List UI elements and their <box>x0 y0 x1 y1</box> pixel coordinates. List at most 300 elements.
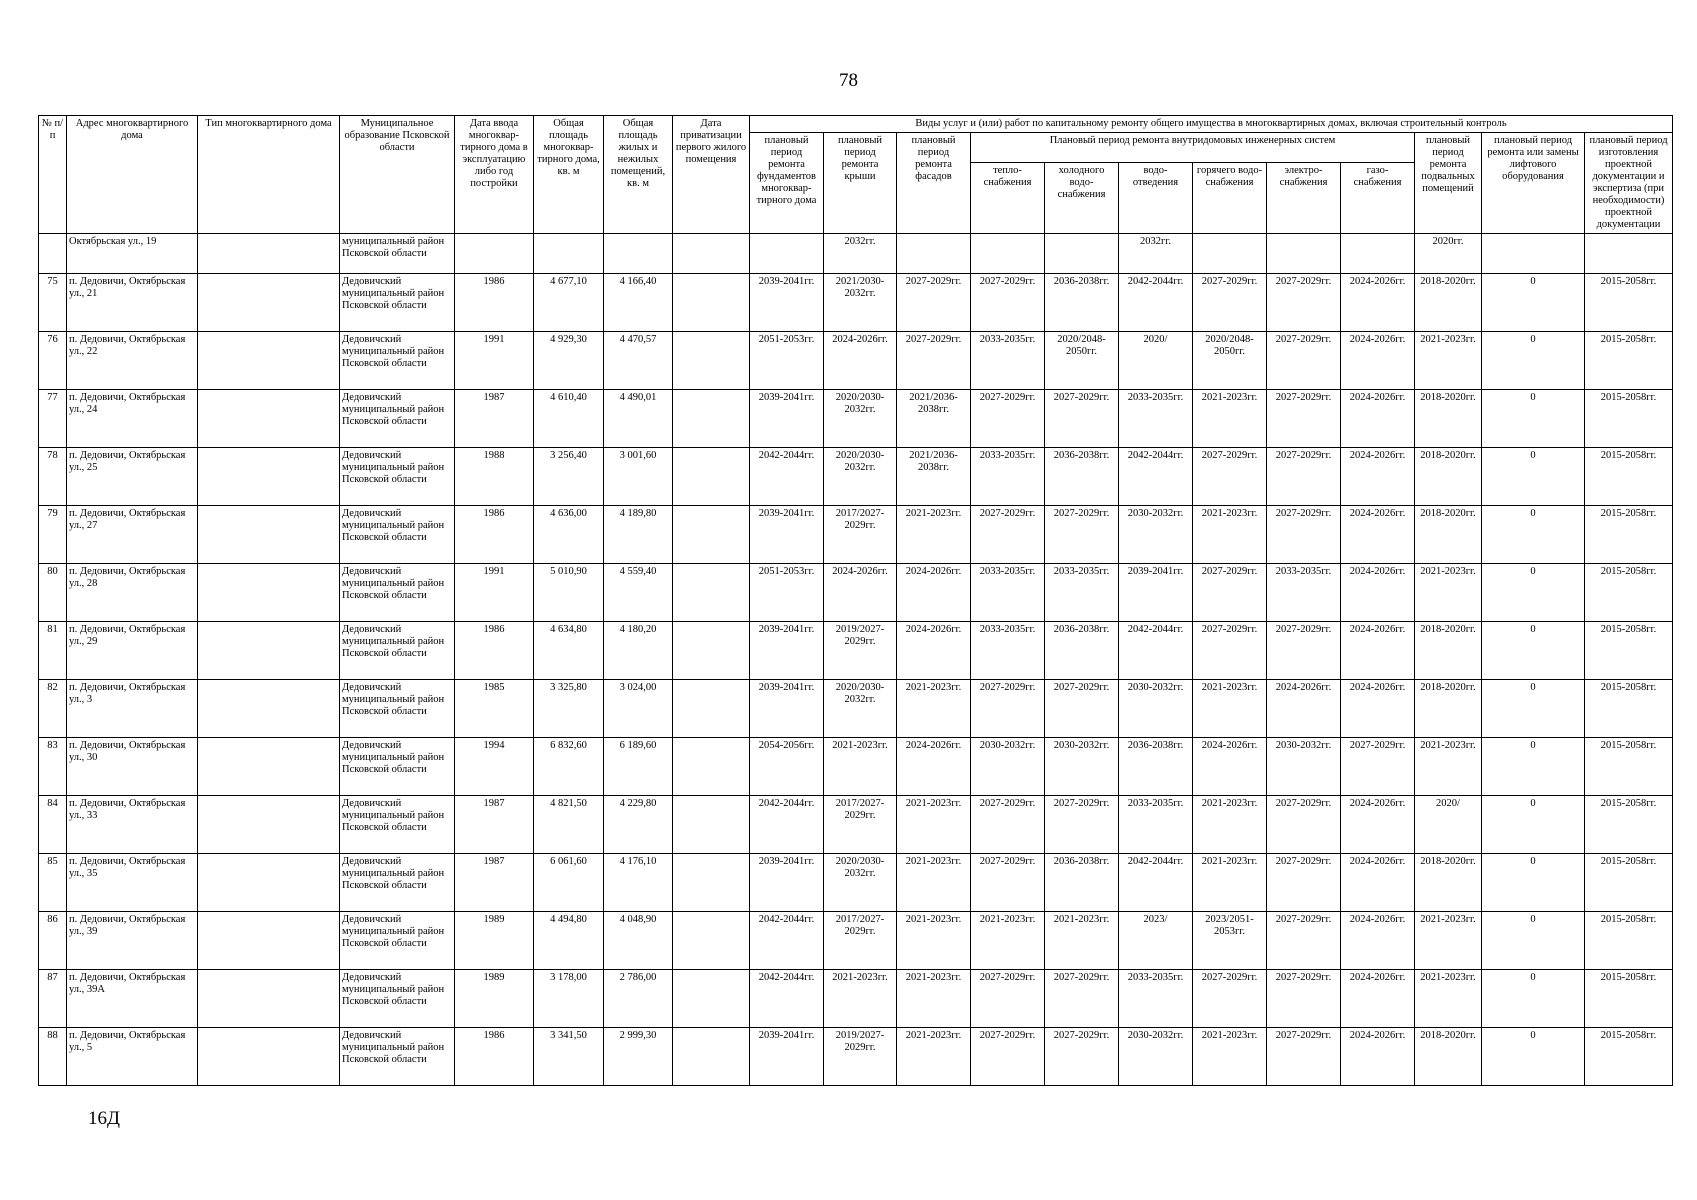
cell-elevator: 0 <box>1482 680 1585 738</box>
cell-municipality: Дедовичский муниципальный район Псковской области <box>340 1028 455 1086</box>
cell-foundations: 2051-2053гг. <box>750 332 824 390</box>
cell-cold-water: 2036-2038гг. <box>1045 274 1119 332</box>
cell-total-area: 3 256,40 <box>534 448 604 506</box>
header-roof: плановый период ремонта крыши <box>824 133 897 234</box>
cell-num: 82 <box>39 680 67 738</box>
cell-municipality: муниципальный район Псковской области <box>340 234 455 274</box>
cell-municipality: Дедовичский муниципальный район Псковской области <box>340 390 455 448</box>
cell-design-docs: 2015-2058гг. <box>1585 738 1673 796</box>
cell-cold-water: 2027-2029гг. <box>1045 390 1119 448</box>
cell-address: п. Дедовичи, Октябрьская ул., 35 <box>67 854 198 912</box>
header-living-area: Общая площадь жилых и нежилых помещений, кв. м <box>604 116 673 234</box>
cell-basement: 2018-2020гг. <box>1415 1028 1482 1086</box>
cell-year: 1986 <box>455 1028 534 1086</box>
cell-address: п. Дедовичи, Октябрьская ул., 25 <box>67 448 198 506</box>
cell-privatization <box>673 506 750 564</box>
cell-design-docs: 2015-2058гг. <box>1585 390 1673 448</box>
cell-privatization <box>673 274 750 332</box>
cell-type <box>198 738 340 796</box>
header-drainage: водо-отведения <box>1119 162 1193 233</box>
cell-basement: 2021-2023гг. <box>1415 738 1482 796</box>
cell-num: 87 <box>39 970 67 1028</box>
cell-cold-water: 2036-2038гг. <box>1045 448 1119 506</box>
cell-roof: 2019/2027-2029гг. <box>824 1028 897 1086</box>
cell-design-docs: 2015-2058гг. <box>1585 912 1673 970</box>
cell-gas: 2024-2026гг. <box>1341 506 1415 564</box>
cell-total-area: 3 341,50 <box>534 1028 604 1086</box>
cell-electricity: 2027-2029гг. <box>1267 854 1341 912</box>
cell-facades: 2021-2023гг. <box>897 796 971 854</box>
cell-living-area: 4 180,20 <box>604 622 673 680</box>
cell-heat: 2027-2029гг. <box>971 506 1045 564</box>
cell-basement: 2018-2020гг. <box>1415 854 1482 912</box>
cell-drainage: 2042-2044гг. <box>1119 448 1193 506</box>
cell-municipality: Дедовичский муниципальный район Псковской области <box>340 796 455 854</box>
cell-privatization <box>673 796 750 854</box>
cell-drainage: 2036-2038гг. <box>1119 738 1193 796</box>
cell-roof: 2021-2023гг. <box>824 738 897 796</box>
cell-year: 1987 <box>455 796 534 854</box>
cell-gas: 2024-2026гг. <box>1341 448 1415 506</box>
cell-foundations: 2054-2056гг. <box>750 738 824 796</box>
header-elevator: плановый период ремонта или замены лифтового оборудования <box>1482 133 1585 234</box>
cell-num: 80 <box>39 564 67 622</box>
cell-design-docs: 2015-2058гг. <box>1585 506 1673 564</box>
cell-year: 1986 <box>455 274 534 332</box>
cell-municipality: Дедовичский муниципальный район Псковской области <box>340 912 455 970</box>
cell-drainage: 2033-2035гг. <box>1119 796 1193 854</box>
cell-gas: 2024-2026гг. <box>1341 680 1415 738</box>
cell-basement: 2018-2020гг. <box>1415 274 1482 332</box>
cell-design-docs: 2015-2058гг. <box>1585 680 1673 738</box>
cell-municipality: Дедовичский муниципальный район Псковской области <box>340 854 455 912</box>
cell-elevator: 0 <box>1482 738 1585 796</box>
cell-total-area: 4 929,30 <box>534 332 604 390</box>
cell-gas: 2024-2026гг. <box>1341 274 1415 332</box>
cell-type <box>198 390 340 448</box>
cell-hot-water: 2027-2029гг. <box>1193 970 1267 1028</box>
cell-total-area: 3 178,00 <box>534 970 604 1028</box>
cell-elevator: 0 <box>1482 448 1585 506</box>
cell-foundations: 2042-2044гг. <box>750 448 824 506</box>
cell-foundations: 2039-2041гг. <box>750 506 824 564</box>
cell-elevator: 0 <box>1482 912 1585 970</box>
cell-address: п. Дедовичи, Октябрьская ул., 33 <box>67 796 198 854</box>
cell-foundations: 2039-2041гг. <box>750 274 824 332</box>
cell-cold-water: 2021-2023гг. <box>1045 912 1119 970</box>
cell-foundations: 2039-2041гг. <box>750 854 824 912</box>
cell-municipality: Дедовичский муниципальный район Псковской области <box>340 448 455 506</box>
footer-code: 16Д <box>88 1108 120 1129</box>
cell-num: 85 <box>39 854 67 912</box>
cell-roof: 2020/2030-2032гг. <box>824 680 897 738</box>
cell-roof: 2020/2030-2032гг. <box>824 390 897 448</box>
cell-foundations: 2039-2041гг. <box>750 1028 824 1086</box>
cell-total-area: 3 325,80 <box>534 680 604 738</box>
table-row <box>39 1028 1673 1086</box>
cell-living-area: 4 166,40 <box>604 274 673 332</box>
cell-facades: 2024-2026гг. <box>897 564 971 622</box>
cell-address: п. Дедовичи, Октябрьская ул., 39 <box>67 912 198 970</box>
cell-living-area: 4 229,80 <box>604 796 673 854</box>
cell-foundations: 2051-2053гг. <box>750 564 824 622</box>
cell-living-area: 4 176,10 <box>604 854 673 912</box>
cell-facades: 2021-2023гг. <box>897 970 971 1028</box>
cell-type <box>198 506 340 564</box>
cell-num: 81 <box>39 622 67 680</box>
cell-address: п. Дедовичи, Октябрьская ул., 30 <box>67 738 198 796</box>
cell-drainage: 2030-2032гг. <box>1119 1028 1193 1086</box>
cell-drainage: 2039-2041гг. <box>1119 564 1193 622</box>
cell-roof: 2024-2026гг. <box>824 564 897 622</box>
cell-total-area: 4 821,50 <box>534 796 604 854</box>
cell-year: 1991 <box>455 564 534 622</box>
cell-type <box>198 274 340 332</box>
cell-hot-water: 2021-2023гг. <box>1193 854 1267 912</box>
cell-gas: 2024-2026гг. <box>1341 564 1415 622</box>
table-row <box>39 970 1673 1028</box>
cell-living-area: 4 559,40 <box>604 564 673 622</box>
cell-num: 79 <box>39 506 67 564</box>
header-total-area: Общая площадь многоквар-тирного дома, кв. м <box>534 116 604 234</box>
cell-basement: 2018-2020гг. <box>1415 622 1482 680</box>
header-privatization-date: Дата приватизации первого жилого помещения <box>673 116 750 234</box>
cell-num: 77 <box>39 390 67 448</box>
cell-hot-water: 2027-2029гг. <box>1193 448 1267 506</box>
header-foundations: плановый период ремонта фундаментов многоквар-тирного дома <box>750 133 824 234</box>
header-works-group: Виды услуг и (или) работ по капитальному ремонту общего имущества в многоквартирных домах, включая строительный контроль <box>750 116 1673 133</box>
page-number: 78 <box>839 70 858 91</box>
cell-hot-water: 2027-2029гг. <box>1193 274 1267 332</box>
cell-year: 1987 <box>455 854 534 912</box>
cell-facades: 2024-2026гг. <box>897 738 971 796</box>
cell-basement: 2018-2020гг. <box>1415 390 1482 448</box>
cell-type <box>198 332 340 390</box>
cell-heat: 2027-2029гг. <box>971 680 1045 738</box>
cell-total-area: 4 636,00 <box>534 506 604 564</box>
cell-hot-water: 2021-2023гг. <box>1193 680 1267 738</box>
cell-year: 1991 <box>455 332 534 390</box>
cell-gas: 2024-2026гг. <box>1341 796 1415 854</box>
cell-gas: 2024-2026гг. <box>1341 1028 1415 1086</box>
cell-hot-water: 2021-2023гг. <box>1193 796 1267 854</box>
header-commission-date: Дата ввода многоквар-тирного дома в эксплуатацию либо год постройки <box>455 116 534 234</box>
cell-design-docs: 2015-2058гг. <box>1585 274 1673 332</box>
cell-year: 1986 <box>455 622 534 680</box>
cell-roof: 2021-2023гг. <box>824 970 897 1028</box>
cell-design-docs: 2015-2058гг. <box>1585 970 1673 1028</box>
cell-roof: 2017/2027-2029гг. <box>824 796 897 854</box>
cell-heat: 2021-2023гг. <box>971 912 1045 970</box>
cell-cold-water: 2036-2038гг. <box>1045 622 1119 680</box>
cell-total-area: 6 832,60 <box>534 738 604 796</box>
cell-elevator: 0 <box>1482 796 1585 854</box>
cell-total-area: 5 010,90 <box>534 564 604 622</box>
table-row <box>39 796 1673 854</box>
cell-year: 1989 <box>455 970 534 1028</box>
cell-num: 88 <box>39 1028 67 1086</box>
cell-living-area: 3 024,00 <box>604 680 673 738</box>
cell-municipality: Дедовичский муниципальный район Псковской области <box>340 622 455 680</box>
cell-design-docs: 2015-2058гг. <box>1585 332 1673 390</box>
cell-electricity: 2030-2032гг. <box>1267 738 1341 796</box>
cell-num: 84 <box>39 796 67 854</box>
cell-privatization <box>673 970 750 1028</box>
cell-gas: 2024-2026гг. <box>1341 912 1415 970</box>
cell-electricity: 2027-2029гг. <box>1267 970 1341 1028</box>
cell-address: п. Дедовичи, Октябрьская ул., 22 <box>67 332 198 390</box>
header-gas: газо-снабжения <box>1341 162 1415 233</box>
cell-year: 1986 <box>455 506 534 564</box>
cell-basement: 2018-2020гг. <box>1415 448 1482 506</box>
header-heat: тепло-снабжения <box>971 162 1045 233</box>
cell-total-area: 4 494,80 <box>534 912 604 970</box>
cell-year: 1987 <box>455 390 534 448</box>
cell-roof: 2019/2027-2029гг. <box>824 622 897 680</box>
table-row <box>39 448 1673 506</box>
cell-facades: 2021/2036-2038гг. <box>897 390 971 448</box>
cell-electricity: 2027-2029гг. <box>1267 506 1341 564</box>
cell-municipality: Дедовичский муниципальный район Псковской области <box>340 738 455 796</box>
cell-privatization <box>673 680 750 738</box>
cell-basement: 2021-2023гг. <box>1415 912 1482 970</box>
cell-elevator: 0 <box>1482 332 1585 390</box>
cell-heat: 2027-2029гг. <box>971 390 1045 448</box>
cell-address: п. Дедовичи, Октябрьская ул., 5 <box>67 1028 198 1086</box>
cell-foundations: 2039-2041гг. <box>750 390 824 448</box>
cell-cold-water: 2027-2029гг. <box>1045 680 1119 738</box>
header-num: № п/п <box>39 116 67 234</box>
cell-basement: 2021-2023гг. <box>1415 564 1482 622</box>
header-engineering-group: Плановый период ремонта внутридомовых инженерных систем <box>971 133 1415 163</box>
cell-heat: 2027-2029гг. <box>971 970 1045 1028</box>
cell-total-area: 4 634,80 <box>534 622 604 680</box>
cell-gas: 2027-2029гг. <box>1341 738 1415 796</box>
cell-cold-water: 2027-2029гг. <box>1045 970 1119 1028</box>
cell-basement: 2021-2023гг. <box>1415 970 1482 1028</box>
cell-gas: 2024-2026гг. <box>1341 854 1415 912</box>
cell-roof: 2021/2030-2032гг. <box>824 274 897 332</box>
cell-cold-water: 2030-2032гг. <box>1045 738 1119 796</box>
cell-design-docs: 2015-2058гг. <box>1585 1028 1673 1086</box>
cell-address: п. Дедовичи, Октябрьская ул., 28 <box>67 564 198 622</box>
cell-living-area: 2 786,00 <box>604 970 673 1028</box>
cell-heat: 2027-2029гг. <box>971 1028 1045 1086</box>
cell-electricity: 2027-2029гг. <box>1267 448 1341 506</box>
cell-heat: 2033-2035гг. <box>971 622 1045 680</box>
cell-facades: 2027-2029гг. <box>897 274 971 332</box>
cell-electricity: 2024-2026гг. <box>1267 680 1341 738</box>
cell-hot-water: 2021-2023гг. <box>1193 506 1267 564</box>
table-row <box>39 332 1673 390</box>
cell-heat: 2033-2035гг. <box>971 332 1045 390</box>
cell-electricity: 2027-2029гг. <box>1267 274 1341 332</box>
cell-address: п. Дедовичи, Октябрьская ул., 27 <box>67 506 198 564</box>
cell-drainage: 2023/ <box>1119 912 1193 970</box>
cell-privatization <box>673 738 750 796</box>
cell-living-area: 4 470,57 <box>604 332 673 390</box>
cell-address: п. Дедовичи, Октябрьская ул., 29 <box>67 622 198 680</box>
cell-privatization <box>673 854 750 912</box>
cell-heat: 2033-2035гг. <box>971 564 1045 622</box>
cell-cold-water: 2027-2029гг. <box>1045 506 1119 564</box>
cell-num: 83 <box>39 738 67 796</box>
cell-total-area: 4 677,10 <box>534 274 604 332</box>
cell-year: 1985 <box>455 680 534 738</box>
cell-type <box>198 912 340 970</box>
cell-municipality: Дедовичский муниципальный район Псковской области <box>340 332 455 390</box>
cell-basement: 2020гг. <box>1415 234 1482 274</box>
cell-roof: 2017/2027-2029гг. <box>824 912 897 970</box>
cell-design-docs: 2015-2058гг. <box>1585 854 1673 912</box>
cell-design-docs: 2015-2058гг. <box>1585 796 1673 854</box>
cell-cold-water: 2020/2048-2050гг. <box>1045 332 1119 390</box>
cell-municipality: Дедовичский муниципальный район Псковской области <box>340 970 455 1028</box>
cell-elevator: 0 <box>1482 274 1585 332</box>
cell-basement: 2018-2020гг. <box>1415 680 1482 738</box>
cell-drainage: 2042-2044гг. <box>1119 274 1193 332</box>
cell-hot-water: 2021-2023гг. <box>1193 390 1267 448</box>
cell-roof: 2032гг. <box>824 234 897 274</box>
cell-basement: 2021-2023гг. <box>1415 332 1482 390</box>
cell-privatization <box>673 1028 750 1086</box>
table-row <box>39 738 1673 796</box>
cell-privatization <box>673 622 750 680</box>
cell-drainage: 2030-2032гг. <box>1119 506 1193 564</box>
table-row <box>39 564 1673 622</box>
cell-living-area: 2 999,30 <box>604 1028 673 1086</box>
cell-year: 1994 <box>455 738 534 796</box>
cell-type <box>198 854 340 912</box>
cell-roof: 2020/2030-2032гг. <box>824 854 897 912</box>
cell-facades: 2021-2023гг. <box>897 854 971 912</box>
cell-design-docs: 2015-2058гг. <box>1585 564 1673 622</box>
cell-electricity: 2027-2029гг. <box>1267 390 1341 448</box>
table-row <box>39 854 1673 912</box>
table-row <box>39 390 1673 448</box>
cell-foundations: 2042-2044гг. <box>750 912 824 970</box>
cell-elevator: 0 <box>1482 970 1585 1028</box>
cell-address: п. Дедовичи, Октябрьская ул., 3 <box>67 680 198 738</box>
cell-basement: 2018-2020гг. <box>1415 506 1482 564</box>
cell-living-area: 4 048,90 <box>604 912 673 970</box>
cell-privatization <box>673 332 750 390</box>
cell-type <box>198 564 340 622</box>
cell-num: 75 <box>39 274 67 332</box>
header-municipality: Муниципальное образование Псковской области <box>340 116 455 234</box>
cell-total-area: 4 610,40 <box>534 390 604 448</box>
cell-roof: 2024-2026гг. <box>824 332 897 390</box>
cell-privatization <box>673 564 750 622</box>
cell-type <box>198 680 340 738</box>
cell-foundations: 2042-2044гг. <box>750 796 824 854</box>
cell-heat: 2030-2032гг. <box>971 738 1045 796</box>
cell-municipality: Дедовичский муниципальный район Псковской области <box>340 274 455 332</box>
cell-elevator: 0 <box>1482 506 1585 564</box>
cell-year: 1989 <box>455 912 534 970</box>
cell-design-docs: 2015-2058гг. <box>1585 448 1673 506</box>
cell-gas: 2024-2026гг. <box>1341 622 1415 680</box>
cell-type <box>198 448 340 506</box>
header-type: Тип многоквартирного дома <box>198 116 340 234</box>
cell-facades: 2027-2029гг. <box>897 332 971 390</box>
cell-address: Октябрьская ул., 19 <box>67 234 198 274</box>
cell-elevator: 0 <box>1482 390 1585 448</box>
cell-total-area: 6 061,60 <box>534 854 604 912</box>
cell-living-area: 4 490,01 <box>604 390 673 448</box>
cell-address: п. Дедовичи, Октябрьская ул., 21 <box>67 274 198 332</box>
table-row <box>39 274 1673 332</box>
cell-basement: 2020/ <box>1415 796 1482 854</box>
cell-foundations: 2039-2041гг. <box>750 680 824 738</box>
cell-heat: 2027-2029гг. <box>971 796 1045 854</box>
cell-hot-water: 2023/2051-2053гг. <box>1193 912 1267 970</box>
cell-drainage: 2033-2035гг. <box>1119 970 1193 1028</box>
table-row <box>39 680 1673 738</box>
header-hot-water: горячего водо-снабжения <box>1193 162 1267 233</box>
table-row <box>39 912 1673 970</box>
cell-elevator: 0 <box>1482 622 1585 680</box>
cell-elevator: 0 <box>1482 564 1585 622</box>
cell-electricity: 2033-2035гг. <box>1267 564 1341 622</box>
cell-drainage: 2042-2044гг. <box>1119 854 1193 912</box>
cell-year: 1988 <box>455 448 534 506</box>
cell-elevator: 0 <box>1482 854 1585 912</box>
cell-cold-water: 2036-2038гг. <box>1045 854 1119 912</box>
cell-roof: 2017/2027-2029гг. <box>824 506 897 564</box>
cell-drainage: 2033-2035гг. <box>1119 390 1193 448</box>
cell-foundations: 2039-2041гг. <box>750 622 824 680</box>
cell-heat: 2027-2029гг. <box>971 274 1045 332</box>
header-electricity: электро-снабжения <box>1267 162 1341 233</box>
table-row <box>39 622 1673 680</box>
cell-hot-water: 2027-2029гг. <box>1193 564 1267 622</box>
cell-roof: 2020/2030-2032гг. <box>824 448 897 506</box>
cell-cold-water: 2027-2029гг. <box>1045 796 1119 854</box>
cell-electricity: 2027-2029гг. <box>1267 332 1341 390</box>
cell-electricity: 2027-2029гг. <box>1267 622 1341 680</box>
header-facades: плановый период ремонта фасадов <box>897 133 971 234</box>
header-cold-water: холодного водо-снабжения <box>1045 162 1119 233</box>
cell-heat: 2027-2029гг. <box>971 854 1045 912</box>
cell-num: 76 <box>39 332 67 390</box>
cell-drainage: 2032гг. <box>1119 234 1193 274</box>
cell-type <box>198 970 340 1028</box>
cell-type <box>198 1028 340 1086</box>
cell-facades: 2021-2023гг. <box>897 506 971 564</box>
cell-facades: 2021-2023гг. <box>897 1028 971 1086</box>
cell-facades: 2024-2026гг. <box>897 622 971 680</box>
cell-hot-water: 2021-2023гг. <box>1193 1028 1267 1086</box>
cell-heat: 2033-2035гг. <box>971 448 1045 506</box>
cell-num: 86 <box>39 912 67 970</box>
header-design-docs: плановый период изготовления проектной документации и экспертиза (при необходимости) проектной документации <box>1585 133 1673 234</box>
cell-foundations: 2042-2044гг. <box>750 970 824 1028</box>
cell-electricity: 2027-2029гг. <box>1267 912 1341 970</box>
cell-type <box>198 796 340 854</box>
cell-privatization <box>673 390 750 448</box>
cell-gas: 2024-2026гг. <box>1341 390 1415 448</box>
cell-num: 78 <box>39 448 67 506</box>
table-row <box>39 506 1673 564</box>
cell-electricity: 2027-2029гг. <box>1267 796 1341 854</box>
cell-living-area: 4 189,80 <box>604 506 673 564</box>
capital-repair-table <box>38 115 1673 1086</box>
cell-cold-water: 2027-2029гг. <box>1045 1028 1119 1086</box>
cell-living-area: 3 001,60 <box>604 448 673 506</box>
cell-hot-water: 2020/2048-2050гг. <box>1193 332 1267 390</box>
cell-type <box>198 622 340 680</box>
